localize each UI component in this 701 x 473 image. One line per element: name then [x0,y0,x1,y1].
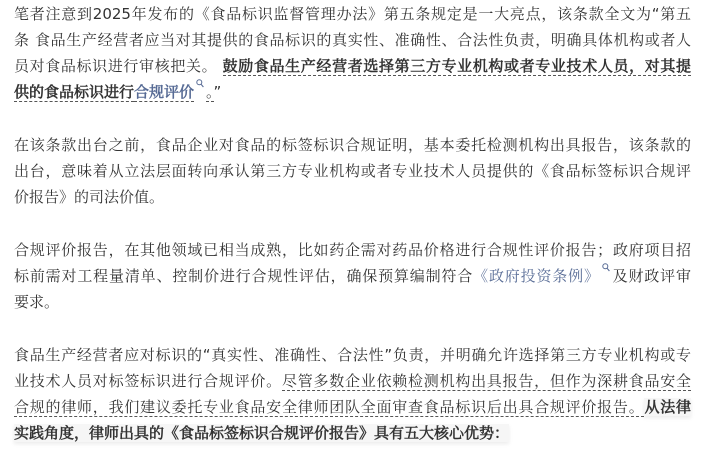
emphasis-text: 从法律 [644,398,691,416]
link[interactable]: 合规评价 [134,83,195,101]
paragraph [14,342,691,446]
text-span: 要求。 [14,293,60,311]
text-span: 在该条款出台之前，食品企业对食品的标签标识合规证明，基本委托检测机构出具报告，该条款的 [14,136,691,154]
text-span: 出台，意味着从立法层面转向承认第三方专业机构或者专业技术人员提供的《食品标签标识合规评 [14,162,691,180]
paragraph [14,132,691,210]
text-line [14,368,691,394]
text-line [14,394,691,420]
text-line [14,53,691,79]
text-span: 业技术人员对标签标识进行合规评价。 [14,372,282,390]
text-span: ” [213,83,222,101]
text-line [14,420,691,446]
text-line [14,237,691,263]
paragraph [14,1,691,105]
text-span: 条 食品生产经营者应当对其提供的食品标识的真实性、准确性、合法性负责，明确具体机构或者人 [14,31,691,49]
text-line [14,289,691,315]
text-line [14,158,691,184]
link[interactable]: 《政府投资条例》 [473,267,600,285]
text-span: 标前需对工程量清单、控制价进行合规性评估，确保预算编制符合 [14,267,474,285]
emphasis-text: 供的食品标识进行 [14,83,135,101]
emphasis-text: 实践角度，律师出具的《食品标签标识合规评价报告》具有五大核心优势： [14,424,510,442]
text-line [14,1,691,27]
text-line [14,132,691,158]
search-icon[interactable] [196,79,204,93]
text-line [14,79,691,105]
text-line [14,263,691,289]
emphasis-text: 鼓励食品生产经营者选择第三方专业机构或者专业技术人员，对其提 [222,57,691,75]
text-span: 尽管多数企业依赖检测机构出具报告，但作为深耕食品安全 [281,372,691,390]
paragraph [14,237,691,315]
text-span: 价报告》的司法价值。 [14,188,165,206]
text-span: 合规的律师，我们建议委托专业食品安全律师团队全面审查食品标识后出具合规评价报告。 [14,398,645,416]
text-span: 及财政评审 [611,267,691,285]
text-line [14,342,691,368]
text-span: 食品生产经营者应对标识的“真实性、准确性、合法性”负责，并明确允许选择第三方专业机构或专 [14,346,691,364]
text-span: 员对食品标识进行审核把关。 [14,57,223,75]
text-span: 。 [206,83,214,101]
text-line [14,27,691,53]
text-line [14,184,691,210]
search-icon[interactable] [602,263,610,277]
text-span: 合规评价报告，在其他领域已相当成熟，比如药企需对药品价格进行合规性评价报告；政府项目招 [14,241,691,259]
article-body [14,1,691,473]
text-span: 笔者注意到2025年发布的《食品标识监督管理办法》第五条规定是一大亮点，该条款全文为“第五 [14,5,691,23]
